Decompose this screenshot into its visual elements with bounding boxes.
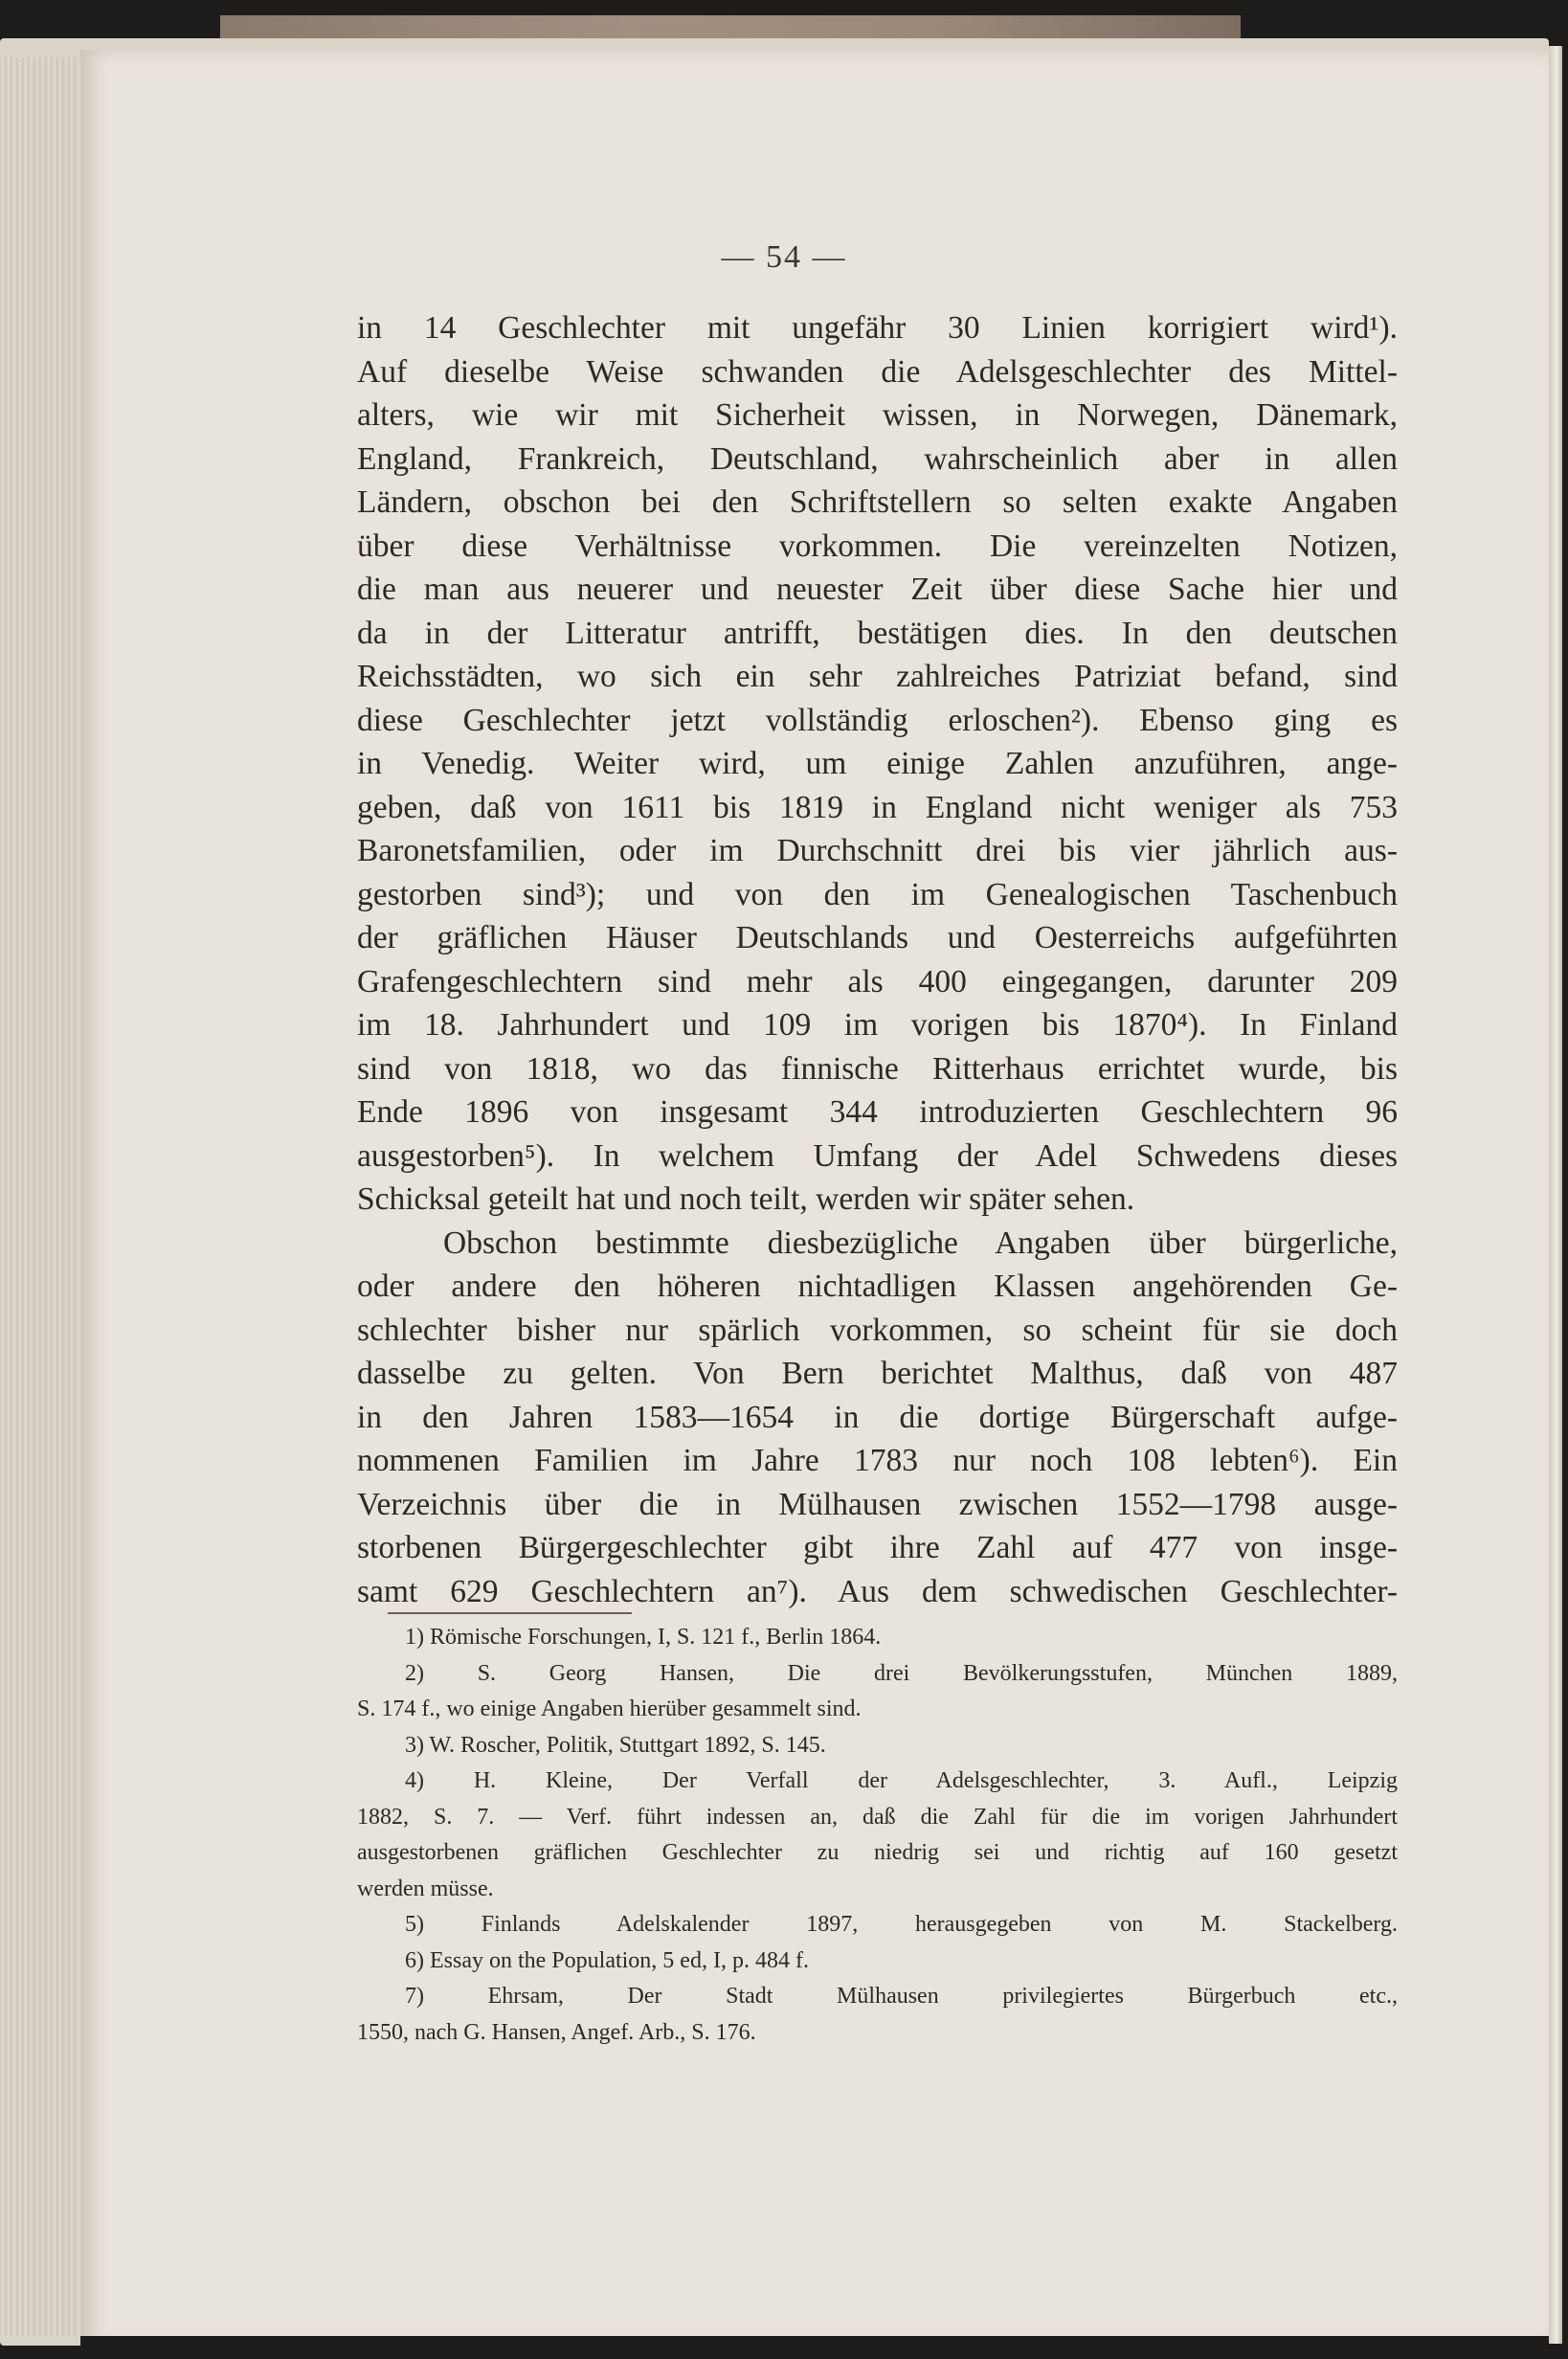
body-line: Baronetsfamilien, oder im Durchschnitt drei bis vier jährlich aus- [357,833,1398,868]
body-line: im 18. Jahrhundert und 109 im vorigen bis 1870⁴). In Finland [357,1007,1398,1043]
body-line: in 14 Geschlechter mit ungefähr 30 Linien korrigiert wird¹). [357,310,1398,346]
page-right-edge [1549,46,1562,2344]
body-line: Reichsstädten, wo sich ein sehr zahlreiches Patriziat befand, sind [357,659,1398,694]
body-line: England, Frankreich, Deutschland, wahrscheinlich aber in allen [357,440,1398,477]
footnote-line: 4) H. Kleine, Der Verfall der Adelsgeschlechter, 3. Aufl., Leipzig [405,1768,1398,1793]
body-line: storbenen Bürgergeschlechter gibt ihre Zahl auf 477 von insge- [357,1530,1398,1565]
footnote-line: 2) S. Georg Hansen, Die drei Bevölkerungsstufen, München 1889, [405,1660,1398,1686]
body-line: über diese Verhältnisse vorkommen. Die vereinzelten Notizen, [357,528,1398,564]
body-text [357,306,1398,1613]
footnote-divider [388,1612,632,1614]
footnote-line: 1) Römische Forschungen, I, S. 121 f., Berlin 1864. [405,1625,882,1650]
bottom-shadow [80,2336,1549,2359]
body-line: dasselbe zu gelten. Von Bern berichtet Malthus, daß von 487 [357,1356,1398,1391]
body-line: samt 629 Geschlechtern an⁷). Aus dem schwedischen Geschlechter- [357,1573,1398,1609]
footnote-line: 5) Finlands Adelskalender 1897, herausgegeben von M. Stackelberg. [405,1912,1398,1937]
body-line: Schicksal geteilt hat und noch teilt, werden wir später sehen. [357,1181,1135,1217]
body-line: Ende 1896 von insgesamt 344 introduzierten Geschlechtern 96 [357,1094,1398,1130]
body-line: Obschon bestimmte diesbezügliche Angaben über bürgerliche, [443,1224,1398,1261]
body-line: die man aus neuerer und neuester Zeit über diese Sache hier und [357,572,1398,607]
footnote-line: 3) W. Roscher, Politik, Stuttgart 1892, S. 145. [405,1732,826,1758]
body-line: Auf dieselbe Weise schwanden die Adelsgeschlechter des Mittel- [357,353,1398,390]
footnote-line: werden müsse. [357,1876,494,1901]
body-line: in den Jahren 1583—1654 in die dortige Bürgerschaft aufge- [357,1399,1398,1435]
footnote-line: ausgestorbenen gräflichen Geschlechter zu niedrig sei und richtig auf 160 gesetzt [357,1840,1398,1865]
body-line: da in der Litteratur antrifft, bestätigen dies. In den deutschen [357,615,1398,651]
body-line: Verzeichnis über die in Mülhausen zwischen 1552—1798 ausge- [357,1486,1398,1522]
body-line: geben, daß von 1611 bis 1819 in England nicht weniger als 753 [357,789,1398,825]
body-line: nommenen Familien im Jahre 1783 nur noch 108 lebten⁶). Ein [357,1443,1398,1478]
footnote-line: 1882, S. 7. — Verf. führt indessen an, daß die Zahl für die im vorigen Jahrhundert [357,1804,1398,1830]
body-line: der gräflichen Häuser Deutschlands und Oesterreichs aufgeführten [357,920,1398,955]
body-line: in Venedig. Weiter wird, um einige Zahlen anzuführen, ange- [357,746,1398,781]
body-line: alters, wie wir mit Sicherheit wissen, in Norwegen, Dänemark, [357,397,1398,433]
body-line: schlechter bisher nur spärlich vorkommen, so scheint für sie doch [357,1312,1398,1348]
body-line: ausgestorben⁵). In welchem Umfang der Adel Schwedens dieses [357,1137,1398,1174]
footnote-line: S. 174 f., wo einige Angaben hierüber gesammelt sind. [357,1696,862,1721]
footnotes [357,1620,1398,2051]
body-line: Ländern, obschon bei den Schriftstellern so selten exakte Angaben [357,484,1398,520]
body-line: diese Geschlechter jetzt vollständig erloschen²). Ebenso ging es [357,702,1398,738]
page-stack-edge [0,57,77,2336]
footnote-line: 1550, nach G. Hansen, Angef. Arb., S. 176. [357,2019,756,2045]
page-number: — 54 — [721,239,847,275]
body-line: gestorben sind³); und von den im Genealogischen Taschenbuch [357,876,1398,912]
body-line: Grafengeschlechtern sind mehr als 400 eingegangen, darunter 209 [357,963,1398,1000]
footnote-line: 6) Essay on the Population, 5 ed, I, p. 484 f. [405,1947,809,1973]
footnote-line: 7) Ehrsam, Der Stadt Mülhausen privilegiertes Bürgerbuch etc., [405,1984,1398,2009]
body-line: oder andere den höheren nichtadligen Klassen angehörenden Ge- [357,1269,1398,1304]
body-line: sind von 1818, wo das finnische Ritterhaus errichtet wurde, bis [357,1050,1398,1087]
